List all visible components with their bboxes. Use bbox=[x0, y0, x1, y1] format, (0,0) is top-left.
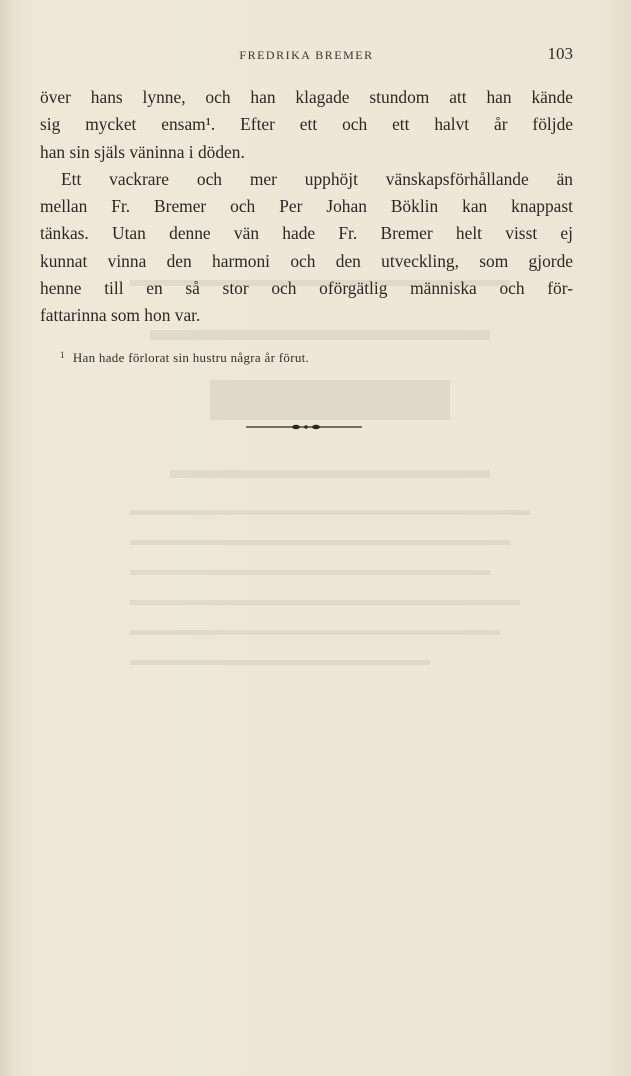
text-line: sig mycket ensam¹. Efter ett och ett halvt år följde bbox=[40, 114, 573, 135]
text-line: över hans lynne, och han klagade stundom att han kände bbox=[40, 87, 573, 107]
footnote bbox=[60, 350, 309, 366]
paragraph bbox=[40, 166, 573, 330]
text-line: fattarinna som hon var. bbox=[40, 305, 201, 326]
text-line: tänkas. Utan denne vän hade Fr. Bremer helt visst ej bbox=[40, 223, 573, 244]
body-text bbox=[40, 84, 573, 330]
footnote-marker: 1 bbox=[60, 350, 65, 360]
page-header bbox=[40, 44, 573, 68]
section-divider-ornament bbox=[244, 420, 364, 434]
text-line: henne till en så stor och oförgätlig människa och för- bbox=[40, 278, 573, 299]
text-line: han sin själs väninna i döden. bbox=[40, 141, 245, 162]
page-number: 103 bbox=[547, 44, 573, 63]
running-title: FREDRIKA BREMER bbox=[239, 48, 374, 62]
footnote-text: Han hade förlorat sin hustru några år förut. bbox=[72, 350, 310, 365]
text-line: mellan Fr. Bremer och Per Johan Böklin kan knappast bbox=[40, 196, 573, 217]
text-line: Ett vackrare och mer upphöjt vänskapsförhållande än bbox=[61, 168, 573, 189]
text-line: kunnat vinna den harmoni och den utveckling, som gjorde bbox=[40, 250, 573, 271]
paragraph bbox=[40, 84, 573, 166]
show-through-bleed bbox=[90, 270, 570, 710]
